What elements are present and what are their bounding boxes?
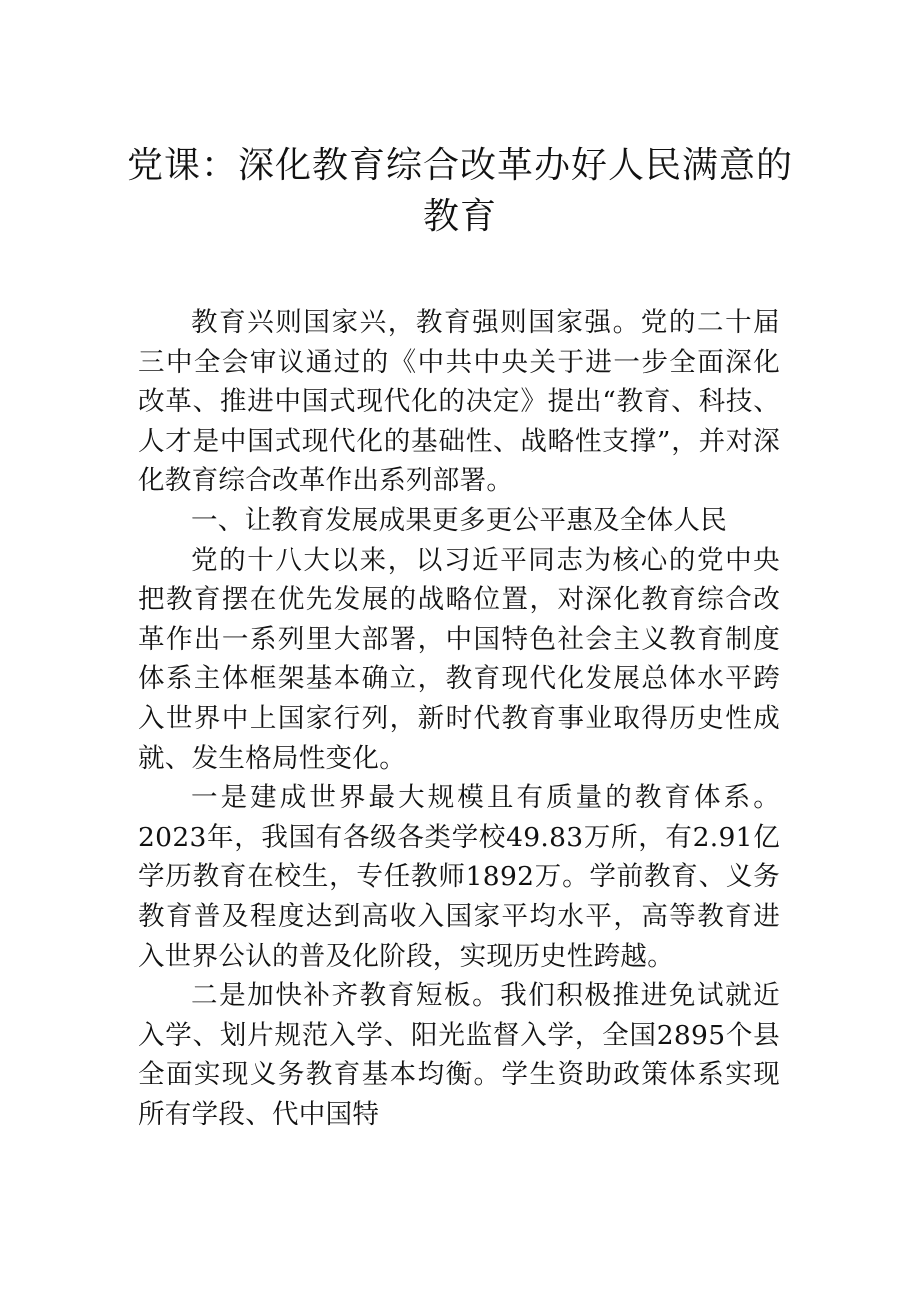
document-title-line-1: 党课：深化教育综合改革办好人民满意的 [126, 145, 793, 186]
paragraph-point-2: 二是加快补齐教育短板。我们积极推进免试就近入学、划片规范入学、阳光监督入学，全国2895个县全面实现义务教育基本均衡。学生资助政策体系实现所有学段、代中国特 [138, 980, 780, 1130]
document-body [138, 303, 780, 1134]
document-title-line-2: 教育 [422, 196, 497, 237]
paragraph-point-1: 一是建成世界最大规模且有质量的教育体系。2023年，我国有各级各类学校49.83万所，有2.91亿学历教育在校生，专任教师1892万。学前教育、义务教育普及程度达到高收入国家平均水平，高等教育进入世界公认的普及化阶段，实现历史性跨越。 [138, 782, 780, 972]
paragraph-overview: 党的十八大以来，以习近平同志为核心的党中央把教育摆在优先发展的战略位置，对深化教育综合改革作出一系列里大部署，中国特色社会主义教育制度体系主体框架基本确立，教育现代化发展总体水平跨入世界中上国家行列，新时代教育事业取得历史性成就、发生格局性变化。 [138, 544, 780, 774]
section-heading-1: 一、让教育发展成果更多更公平惠及全体人民 [191, 504, 727, 536]
paragraph-intro: 教育兴则国家兴，教育强则国家强。党的二十届三中全会审议通过的《中共中央关于进一步全面深化改革、推进中国式现代化的决定》提出“教育、科技、人才是中国式现代化的基础性、战略性支撑”，并对深化教育综合改革作出系列部署。 [138, 307, 780, 497]
